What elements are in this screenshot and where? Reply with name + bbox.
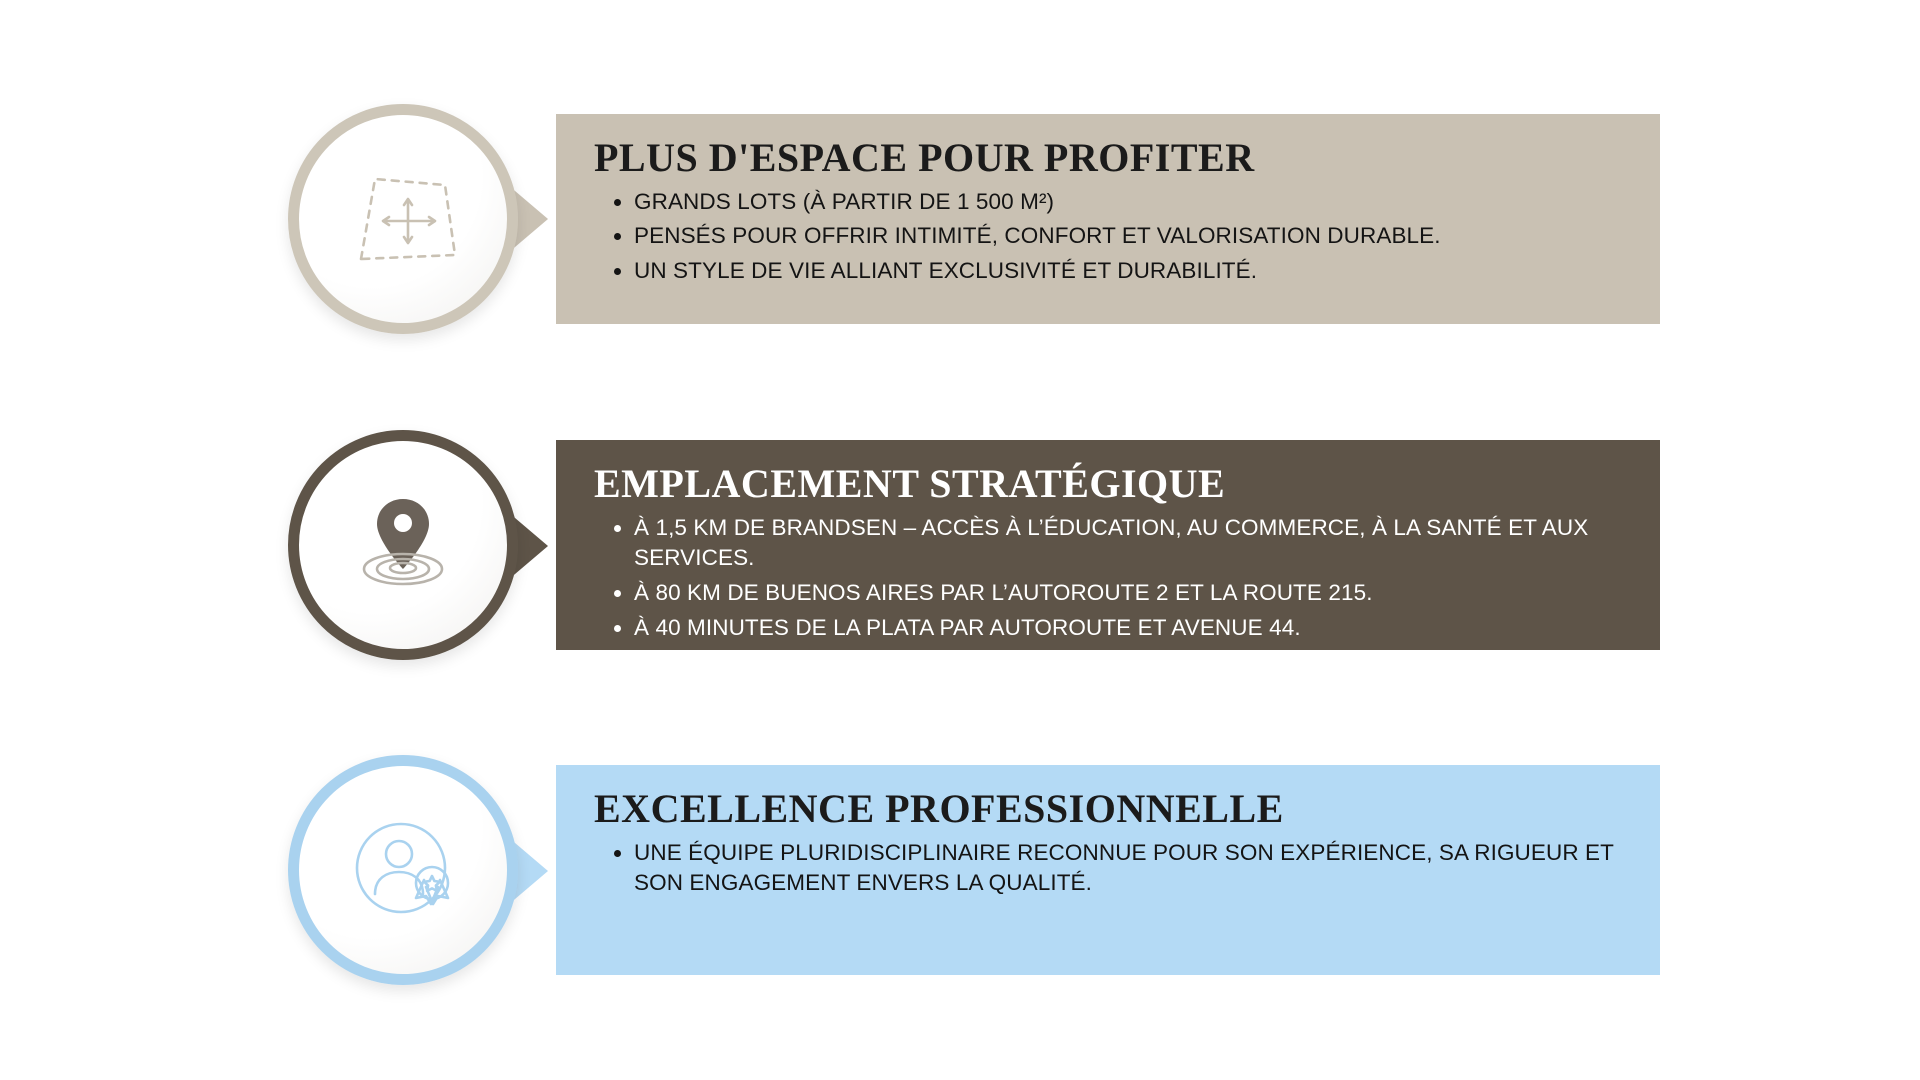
section-space-title: PLUS D'ESPACE POUR PROFITER (594, 135, 1255, 180)
section-space-badge (288, 104, 518, 334)
list-item: • GRANDS LOTS (À PARTIR DE 1 500 M²) (634, 187, 1626, 218)
land-plot-icon (338, 154, 468, 284)
list-item: • À 40 MINUTES DE LA PLATA PAR AUTOROUTE ET AVENUE 44. (634, 613, 1626, 644)
section-space-panel (556, 114, 1660, 324)
list-item: • À 1,5 KM DE BRANDSEN – ACCÈS À L’ÉDUCATION, AU COMMERCE, À LA SANTÉ ET AUX SERVICES. (634, 513, 1626, 574)
section-excellence-bullets (594, 838, 1626, 899)
section-excellence-title: EXCELLENCE PROFESSIONNELLE (594, 786, 1284, 831)
section-space-bullets (594, 187, 1626, 287)
map-pin-icon (338, 480, 468, 610)
section-location-title: EMPLACEMENT STRATÉGIQUE (594, 461, 1226, 506)
section-location-bullets (594, 513, 1626, 643)
list-item: • À 80 KM DE BUENOS AIRES PAR L’AUTOROUTE 2 ET LA ROUTE 215. (634, 578, 1626, 609)
section-excellence-badge (288, 755, 518, 985)
list-item: • PENSÉS POUR OFFRIR INTIMITÉ, CONFORT ET VALORISATION DURABLE. (634, 221, 1626, 252)
person-award-icon (338, 805, 468, 935)
list-item: • UN STYLE DE VIE ALLIANT EXCLUSIVITÉ ET DURABILITÉ. (634, 256, 1626, 287)
list-item: • UNE ÉQUIPE PLURIDISCIPLINAIRE RECONNUE POUR SON EXPÉRIENCE, SA RIGUEUR ET SON ENGAGEMENT ENVERS LA QUALITÉ. (634, 838, 1626, 899)
section-excellence-panel (556, 765, 1660, 975)
section-location-panel (556, 440, 1660, 650)
section-location-badge (288, 430, 518, 660)
